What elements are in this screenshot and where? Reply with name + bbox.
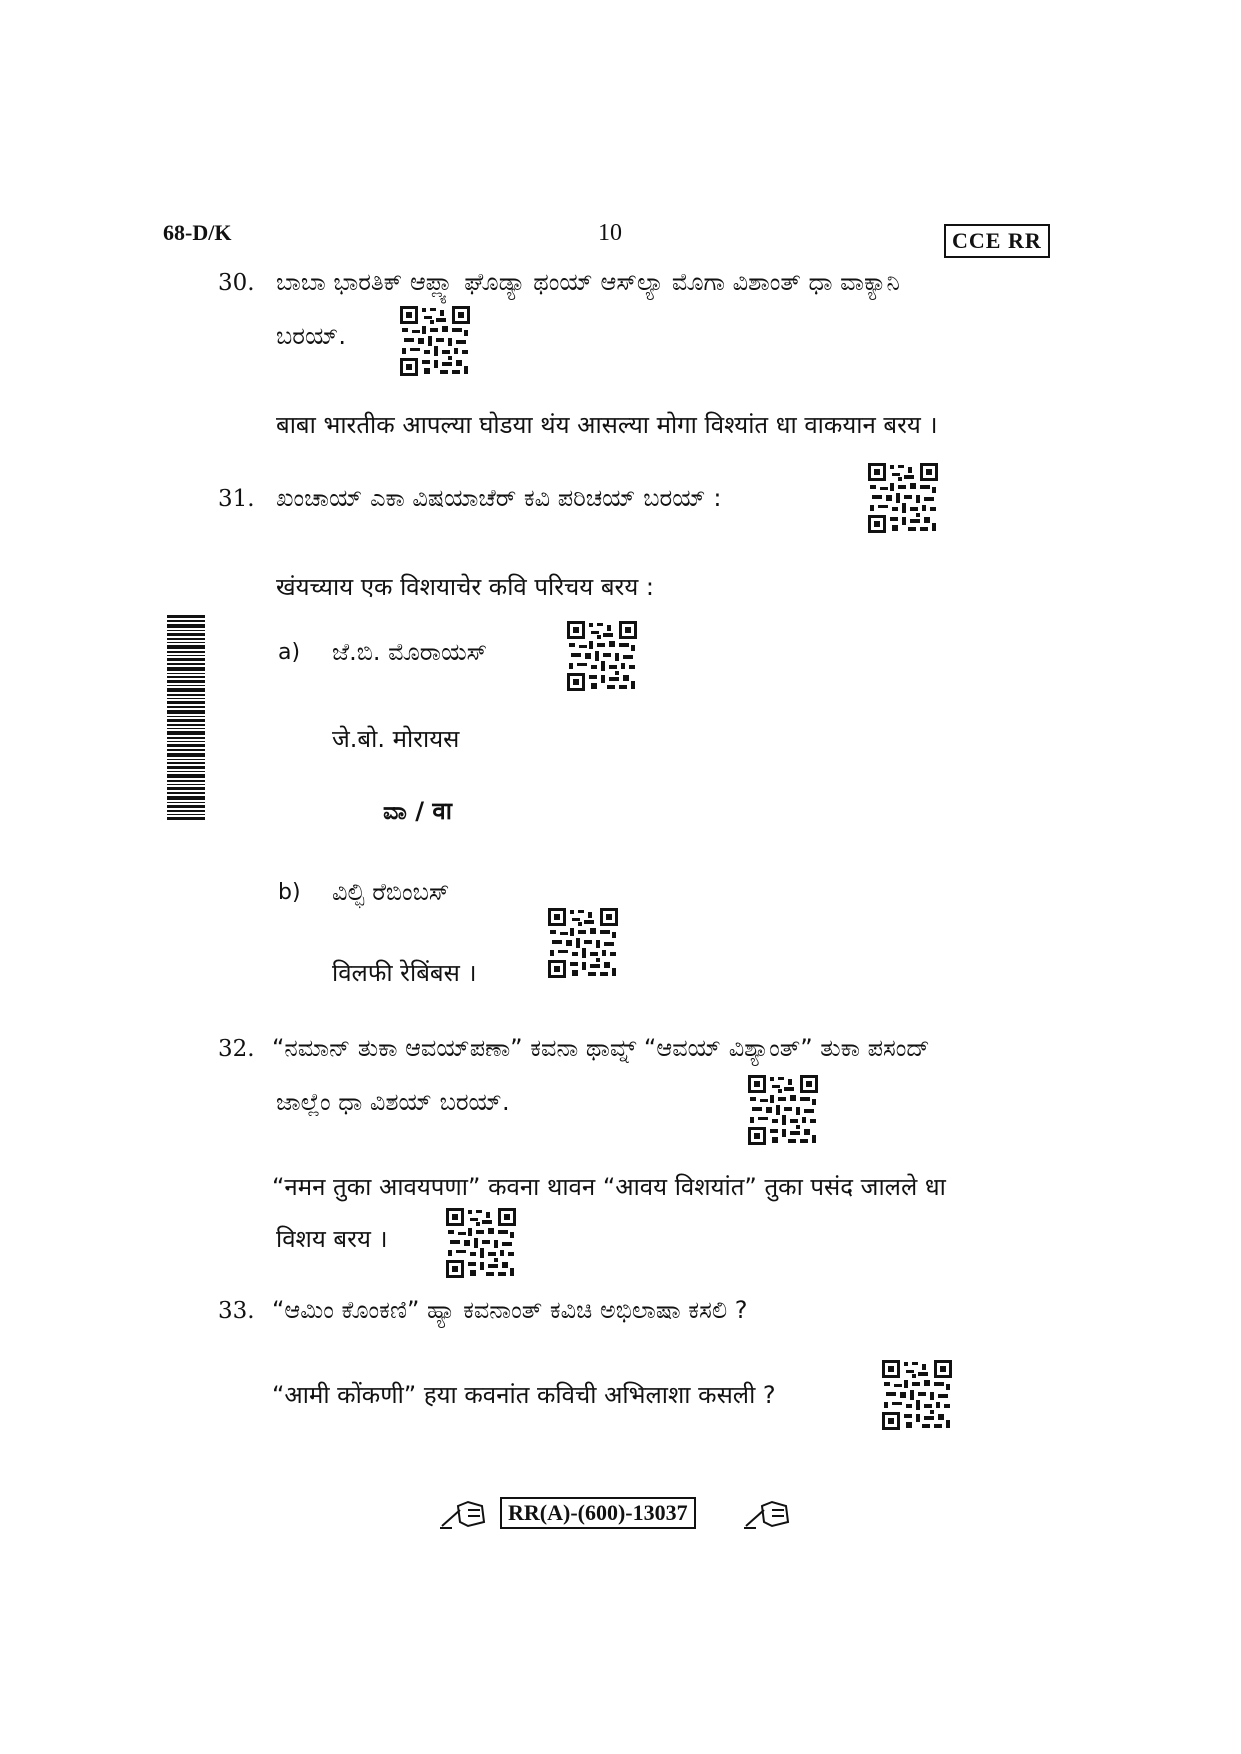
- question-number: 33.: [218, 1298, 255, 1324]
- question-number: 31.: [218, 486, 255, 512]
- option-a-label: a): [278, 640, 301, 665]
- option-b-devanagari: विलफी रेबिंबस ।: [332, 959, 477, 987]
- option-b-label: b): [278, 880, 301, 905]
- qr-code-icon: [446, 1208, 516, 1278]
- q32-devanagari-text-cont: विशय बरय ।: [276, 1225, 388, 1253]
- writing-hand-icon: [438, 1492, 488, 1532]
- q30-devanagari-text: बाबा भारतीक आपल्या घोडया थंय आसल्या मोगा विश्यांत धा वाकयान बरय ।: [276, 411, 938, 439]
- q33-kannada-text: “ಆಮಿಂ ಕೊಂಕಣಿ” ಹ್ಯಾ ಕವನಾಂತ್ ಕವಿಚಿ ಅಭಿಲಾಷಾ ಕಸಲಿ ?: [272, 1296, 748, 1324]
- q30-kannada-text: ಬಾಬಾ ಭಾರತಿಕ್ ಆಪ್ಲ್ಯಾ ಘೊಡ್ಯಾ ಥಂಯ್ ಆಸ್‌ಲ್ಯಾ ಮೊಗಾ ವಿಶಾಂತ್ ಧಾ ವಾಕ್ಯಾನಿ: [276, 268, 900, 296]
- qr-code-icon: [748, 1075, 818, 1145]
- footer-code: RR(A)-(600)-13037: [500, 1497, 696, 1529]
- or-separator: ವಾ / वा: [383, 797, 452, 825]
- writing-hand-icon: [742, 1492, 792, 1532]
- qr-code-icon: [567, 621, 637, 691]
- barcode-icon: [167, 615, 205, 820]
- qr-code-icon: [882, 1360, 952, 1430]
- cce-rr-badge: CCE RR: [944, 224, 1050, 258]
- option-a-kannada: ಜೆ.ಬಿ. ಮೊರಾಯಸ್: [332, 638, 488, 666]
- page-number: 10: [598, 220, 622, 246]
- q32-devanagari-text: “नमन तुका आवयपणा” कवना थावन “आवय विशयांत” तुका पसंद जालले धा: [272, 1173, 946, 1201]
- q31-devanagari-text: खंयच्याय एक विशयाचेर कवि परिचय बरय :: [276, 573, 655, 601]
- qr-code-icon: [400, 306, 470, 376]
- qr-code-icon: [868, 463, 938, 533]
- question-number: 32.: [218, 1036, 255, 1062]
- q32-kannada-text-cont: ಜಾಲ್ಲೆಂ ಧಾ ವಿಶಯ್ ಬರಯ್.: [276, 1088, 510, 1116]
- q31-kannada-text: ಖಂಚಾಯ್ ಎಕಾ ವಿಷಯಾಚೆರ್ ಕವಿ ಪರಿಚಯ್ ಬರಯ್ :: [276, 484, 722, 512]
- option-b-kannada: ವಿಲ್ಫಿ ರೆಬಿಂಬಸ್: [332, 878, 450, 906]
- q30-kannada-text-cont: ಬರಯ್.: [276, 322, 347, 350]
- q32-kannada-text: “ನಮಾನ್ ತುಕಾ ಆವಯ್‌ಪಣಾ” ಕವನಾ ಥಾವ್ನ್ “ಆವಯ್ ವಿಶ್ಯಾಂತ್” ತುಕಾ ಪಸಂದ್: [272, 1034, 930, 1062]
- paper-code: 68-D/K: [163, 220, 232, 245]
- option-a-devanagari: जे.बो. मोरायस: [332, 725, 460, 753]
- qr-code-icon: [548, 908, 618, 978]
- question-number: 30.: [218, 270, 255, 296]
- q33-devanagari-text: “आमी कोंकणी” हया कवनांत कविची अभिलाशा कसली ?: [272, 1381, 776, 1409]
